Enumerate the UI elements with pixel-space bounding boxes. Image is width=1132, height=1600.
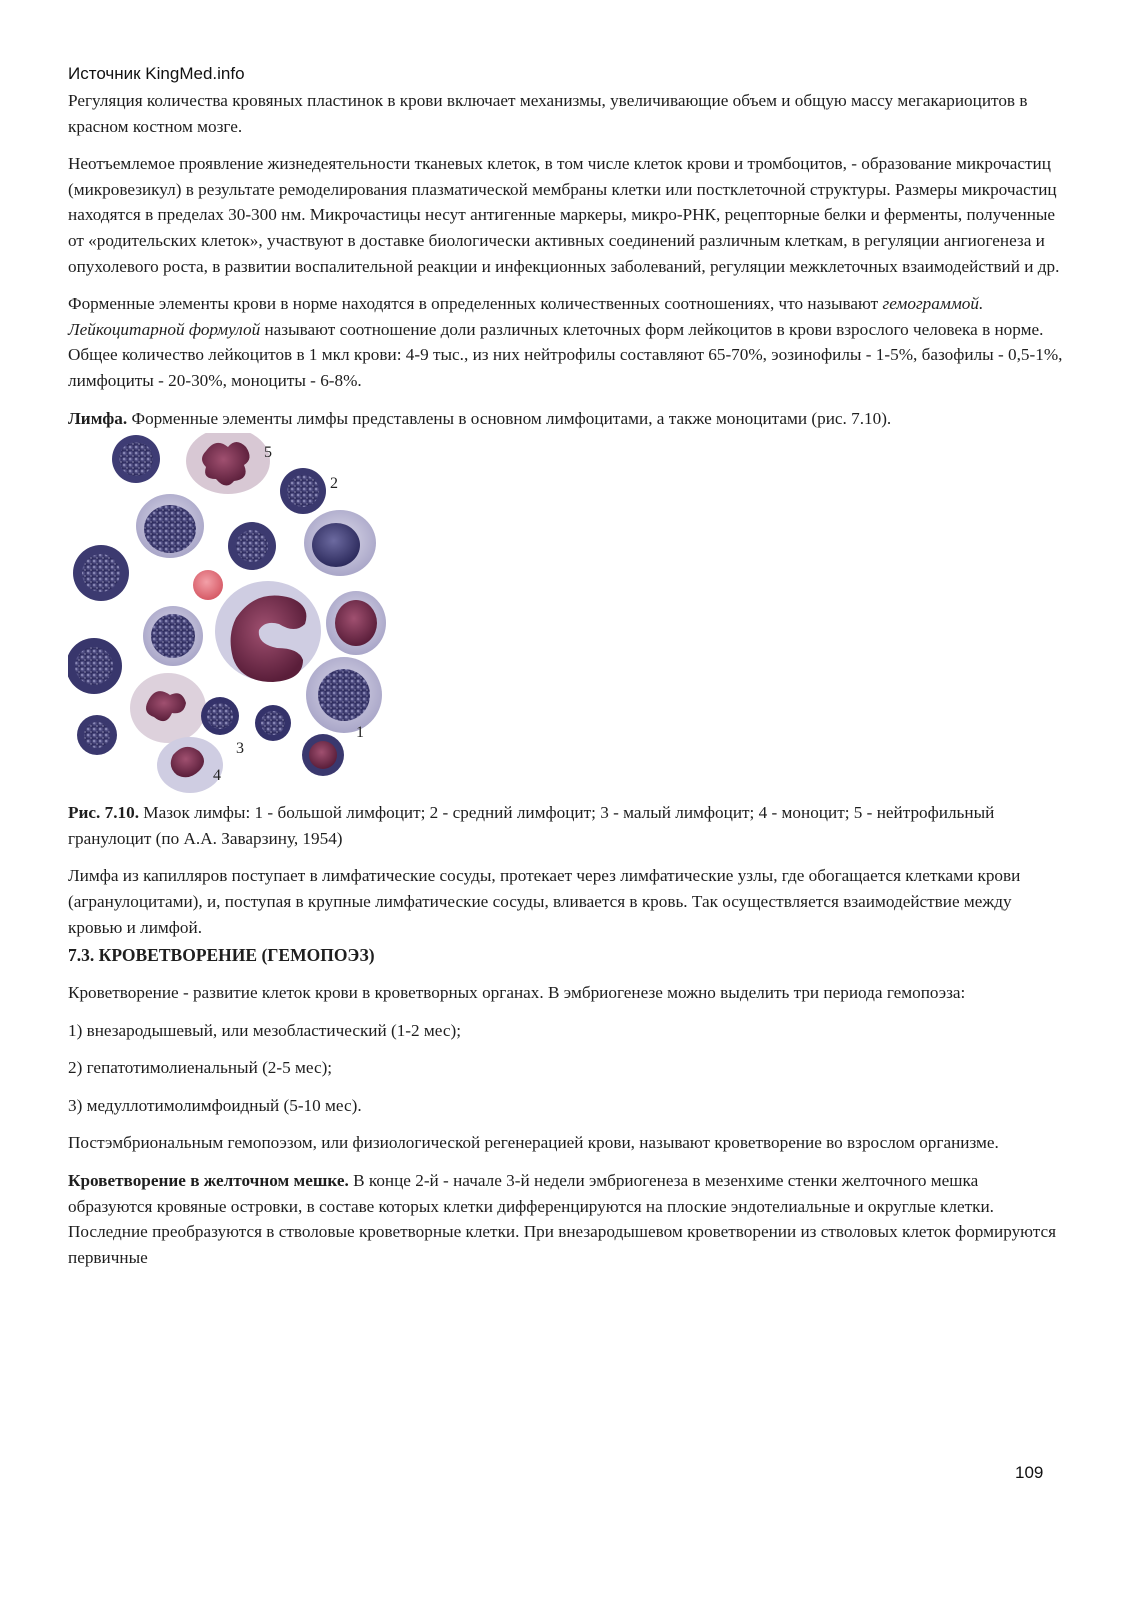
- paragraph-lymph-flow: Лимфа из капилляров поступает в лимфатические сосуды, протекает через лимфатические узлы, где обогащается клетками крови (агранулоцитами), и, поступая в крупные лимфатические сосуды, вливается в кровь. Так осуществляется взаимодействие между кровью и лимфой.: [68, 866, 1021, 937]
- term-lymph: Лимфа.: [68, 408, 128, 428]
- figure-label-1: 1: [356, 724, 364, 742]
- list-item-period-3: 3) медуллотимолимфоидный (5-10 мес).: [68, 1095, 362, 1115]
- figure-label-2: 2: [330, 475, 338, 493]
- term-hemogram: гемограммой.: [882, 294, 984, 314]
- figure-label-5: 5: [264, 444, 272, 462]
- text-segment: называют соотношение доли различных клеточных форм лейкоцитов в крови взрослого человека в норме. Общее количество лейкоцитов в 1 мкл крови: 4-9 тыс., из них нейтрофилы составляют 65-70%, эозинофилы - 1-5%, базофилы - 0,5-1%, лимфоциты - 20-30%, моноциты - 6-8%.: [68, 319, 1063, 390]
- paragraph-microparticles: Неотъемлемое проявление жизнедеятельности тканевых клеток, в том числе клеток крови и тромбоцитов, - образование микрочастиц (микровезикул) в результате ремоделирования плазматической мембраны клетки или постклеточной структуры. Размеры микрочастиц находятся в пределах 30-300 нм. Микрочастицы несут антигенные маркеры, микро-РНК, рецепторные белки и ферменты, полученные от «родительских клеток», участвуют в доставке биологически активных соединений различным клеткам, в регуляции ангиогенеза и опухолевого роста, в развитии воспалительной реакции и инфекционных заболеваний, регуляции межклеточных взаимодействий и др.: [68, 154, 1060, 276]
- page-number: 109: [1015, 1463, 1044, 1482]
- text-segment: В конце 2-й - начале 3-й недели эмбриогенеза в мезенхиме стенки желточного мешка образуются кровяные островки, в составе которых клетки дифференцируются на плоские эндотелиальные и округлые клетки. Последние преобразуются в стволовые кроветворные клетки. При внезародышевом кроветворении из стволовых клеток формируются первичные: [68, 1171, 1057, 1267]
- paragraph-postembryonic: Постэмбриональным гемопоэзом, или физиологической регенерацией крови, называют кроветворение во взрослом организме.: [68, 1133, 999, 1153]
- figure-caption: [68, 800, 1063, 851]
- document-page: [68, 60, 1063, 1282]
- text-segment: Форменные элементы лимфы представлены в основном лимфоцитами, а также моноцитами (рис. 7.10).: [127, 408, 892, 428]
- paragraph-yolk-sac: [68, 1168, 1063, 1270]
- paragraph-lymph: [68, 406, 1063, 432]
- lymph-smear-illustration: [68, 433, 398, 798]
- paragraph-hematopoiesis: Кроветворение - развитие клеток крови в кроветворных органах. В эмбриогенезе можно выделить три периода гемопоэза:: [68, 983, 966, 1003]
- caption-number: Рис. 7.10.: [68, 803, 139, 823]
- text-segment: Форменные элементы крови в норме находятся в определенных количественных соотношениях, что называют: [68, 294, 883, 314]
- caption-text: Мазок лимфы: 1 - большой лимфоцит; 2 - средний лимфоцит; 3 - малый лимфоцит; 4 - моноцит; 5 - нейтрофильный гранулоцит (по А.А. Заварзину, 1954): [68, 803, 995, 848]
- section-heading: 7.3. КРОВЕТВОРЕНИЕ (ГЕМОПОЭЗ): [68, 945, 375, 966]
- term-leukocyte-formula: Лейкоцитарной формулой: [68, 319, 261, 339]
- list-item-period-2: 2) гепатотимолиенальный (2-5 мес);: [68, 1058, 333, 1078]
- figure-label-4: 4: [213, 767, 221, 785]
- figure-lymph-smear: [68, 433, 398, 798]
- term-yolk-sac: Кроветворение в желточном мешке.: [68, 1171, 349, 1191]
- paragraph-platelets: Регуляция количества кровяных пластинок в крови включает механизмы, увеличивающие объем и общую массу мегакариоцитов в красном костном мозге.: [68, 91, 1028, 136]
- paragraph-hemogram: [68, 291, 1063, 393]
- figure-label-3: 3: [236, 740, 244, 758]
- list-item-period-1: 1) внезародышевый, или мезобластический (1-2 мес);: [68, 1020, 461, 1040]
- source-header: Источник KingMed.info: [68, 64, 245, 83]
